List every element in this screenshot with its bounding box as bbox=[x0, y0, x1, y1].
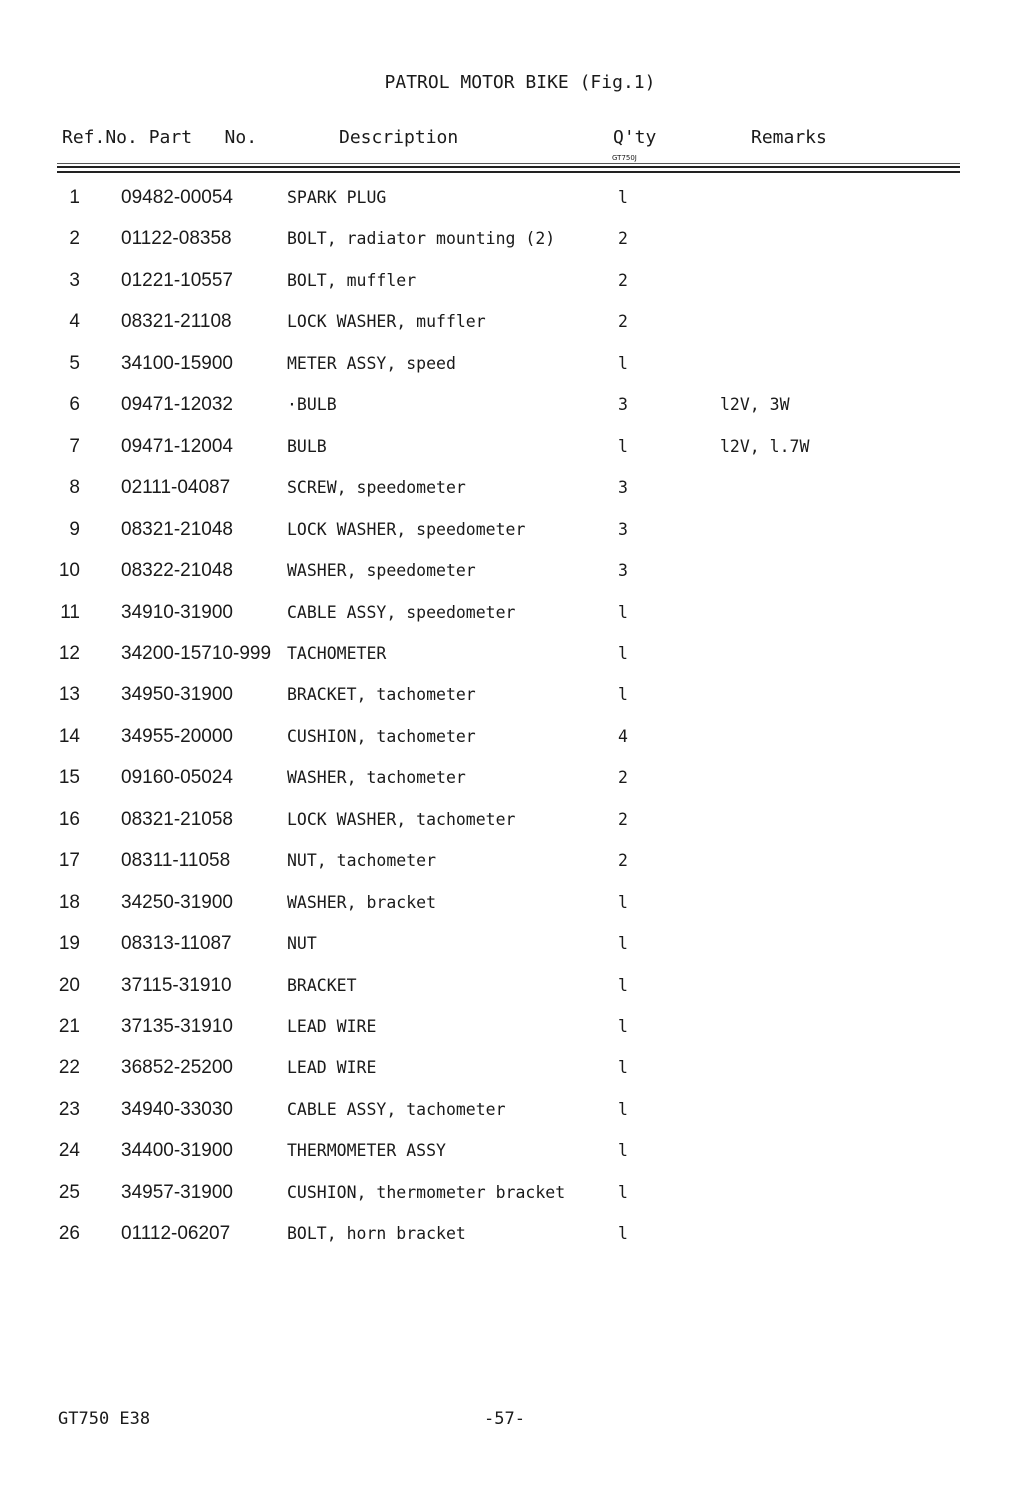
ref-number: 11 bbox=[60, 602, 80, 623]
ref-number: 1 bbox=[69, 187, 80, 208]
quantity: l bbox=[618, 1141, 628, 1160]
table-row bbox=[0, 726, 1024, 750]
ref-number: 20 bbox=[58, 975, 80, 996]
part-description: CUSHION, thermometer bracket bbox=[287, 1183, 566, 1202]
part-number: 34400-31900 bbox=[121, 1140, 233, 1161]
part-number: 08321-21058 bbox=[121, 809, 233, 830]
part-description: LEAD WIRE bbox=[287, 1058, 377, 1077]
part-number: 01112-06207 bbox=[121, 1223, 231, 1244]
quantity: l bbox=[618, 644, 628, 663]
part-number: 08321-21048 bbox=[121, 519, 233, 540]
part-description: WASHER, bracket bbox=[287, 893, 437, 912]
quantity: l bbox=[618, 1100, 628, 1119]
table-row bbox=[0, 809, 1024, 833]
quantity: 3 bbox=[618, 478, 628, 497]
part-number: 37115-31910 bbox=[121, 975, 232, 996]
quantity: 3 bbox=[618, 395, 628, 414]
part-description: BOLT, horn bracket bbox=[287, 1224, 466, 1243]
part-number: 34955-20000 bbox=[121, 726, 233, 747]
ref-number: 16 bbox=[58, 809, 80, 830]
ref-number: 19 bbox=[58, 933, 80, 954]
part-description: SPARK PLUG bbox=[287, 188, 387, 207]
part-number: 36852-25200 bbox=[121, 1057, 233, 1078]
header-rule-top bbox=[57, 166, 960, 168]
quantity: l bbox=[618, 1183, 628, 1202]
ref-number: 26 bbox=[58, 1223, 80, 1244]
ref-number: 25 bbox=[58, 1182, 80, 1203]
ref-number: 8 bbox=[69, 477, 80, 498]
part-number: 08311-11058 bbox=[121, 850, 231, 871]
quantity: 3 bbox=[618, 520, 628, 539]
table-row bbox=[0, 975, 1024, 999]
part-description: SCREW, speedometer bbox=[287, 478, 466, 497]
table-row bbox=[0, 684, 1024, 708]
part-description: BRACKET, tachometer bbox=[287, 685, 476, 704]
header-rule-thin bbox=[57, 163, 960, 164]
part-description: TACHOMETER bbox=[287, 644, 387, 663]
ref-number: 14 bbox=[58, 726, 80, 747]
table-row bbox=[0, 1223, 1024, 1247]
quantity: 4 bbox=[618, 727, 628, 746]
part-description: BOLT, radiator mounting (2) bbox=[287, 229, 556, 248]
part-description: METER ASSY, speed bbox=[287, 354, 456, 373]
quantity: 2 bbox=[618, 810, 628, 829]
table-row bbox=[0, 228, 1024, 252]
quantity: l bbox=[618, 976, 628, 995]
part-number: 08322-21048 bbox=[121, 560, 233, 581]
ref-number: 12 bbox=[58, 643, 80, 664]
part-description: CABLE ASSY, speedometer bbox=[287, 603, 516, 622]
quantity: 2 bbox=[618, 271, 628, 290]
quantity: l bbox=[618, 437, 628, 456]
part-number: 34100-15900 bbox=[121, 353, 233, 374]
quantity: l bbox=[618, 1224, 628, 1243]
footer-model-code: GT750 E38 bbox=[58, 1409, 151, 1429]
part-number: 02111-04087 bbox=[121, 477, 231, 498]
header-description: Description bbox=[339, 127, 459, 148]
table-row bbox=[0, 933, 1024, 957]
part-description: LOCK WASHER, muffler bbox=[287, 312, 486, 331]
part-number: 08321-21108 bbox=[121, 311, 232, 332]
part-number: 34940-33030 bbox=[121, 1099, 233, 1120]
part-description: BOLT, muffler bbox=[287, 271, 417, 290]
page-title: PATROL MOTOR BIKE (Fig.1) bbox=[384, 72, 656, 93]
part-description: BRACKET bbox=[287, 976, 357, 995]
part-description: LOCK WASHER, tachometer bbox=[287, 810, 516, 829]
ref-number: 5 bbox=[69, 353, 80, 374]
quantity: l bbox=[618, 685, 628, 704]
table-row bbox=[0, 311, 1024, 335]
part-number: 34910-31900 bbox=[121, 602, 233, 623]
quantity: l bbox=[618, 1058, 628, 1077]
table-row bbox=[0, 643, 1024, 667]
part-description: ·BULB bbox=[287, 395, 337, 414]
page-number: -57- bbox=[484, 1409, 525, 1429]
quantity: 2 bbox=[618, 851, 628, 870]
header-qty: Q'ty bbox=[613, 127, 657, 148]
ref-number: 2 bbox=[69, 228, 80, 249]
part-number: 09482-00054 bbox=[121, 187, 233, 208]
ref-number: 9 bbox=[69, 519, 80, 540]
part-description: THERMOMETER ASSY bbox=[287, 1141, 446, 1160]
table-row bbox=[0, 892, 1024, 916]
ref-number: 10 bbox=[58, 560, 80, 581]
part-description: WASHER, tachometer bbox=[287, 768, 466, 787]
ref-number: 24 bbox=[58, 1140, 80, 1161]
part-number: 01221-10557 bbox=[121, 270, 233, 291]
ref-number: 22 bbox=[58, 1057, 80, 1078]
part-number: 09471-12004 bbox=[121, 436, 233, 457]
table-row bbox=[0, 1099, 1024, 1123]
ref-number: 3 bbox=[69, 270, 80, 291]
quantity: l bbox=[618, 934, 628, 953]
quantity: 2 bbox=[618, 312, 628, 331]
part-description: LEAD WIRE bbox=[287, 1017, 377, 1036]
table-row bbox=[0, 477, 1024, 501]
part-number: 09160-05024 bbox=[121, 767, 233, 788]
table-row bbox=[0, 187, 1024, 211]
part-description: NUT, tachometer bbox=[287, 851, 437, 870]
table-row bbox=[0, 1016, 1024, 1040]
ref-number: 17 bbox=[58, 850, 80, 871]
part-number: 08313-11087 bbox=[121, 933, 232, 954]
ref-number: 13 bbox=[58, 684, 80, 705]
part-number: 01122-08358 bbox=[121, 228, 232, 249]
part-description: WASHER, speedometer bbox=[287, 561, 476, 580]
part-number: 34950-31900 bbox=[121, 684, 233, 705]
ref-number: 18 bbox=[58, 892, 80, 913]
quantity: l bbox=[618, 603, 628, 622]
header-remarks: Remarks bbox=[751, 127, 827, 148]
ref-number: 15 bbox=[58, 767, 80, 788]
ref-number: 7 bbox=[69, 436, 80, 457]
quantity: 3 bbox=[618, 561, 628, 580]
header-ref-part-no: Ref.No. Part No. bbox=[62, 127, 258, 148]
quantity: l bbox=[618, 188, 628, 207]
table-row bbox=[0, 1140, 1024, 1164]
table-row bbox=[0, 519, 1024, 543]
table-row bbox=[0, 270, 1024, 294]
header-rule-bottom bbox=[57, 171, 960, 173]
part-number: 34957-31900 bbox=[121, 1182, 233, 1203]
table-row bbox=[0, 394, 1024, 418]
quantity: l bbox=[618, 893, 628, 912]
table-row bbox=[0, 1182, 1024, 1206]
table-row bbox=[0, 353, 1024, 377]
part-description: BULB bbox=[287, 437, 327, 456]
remarks: l2V, l.7W bbox=[720, 437, 810, 456]
ref-number: 4 bbox=[69, 311, 80, 332]
ref-number: 21 bbox=[58, 1016, 80, 1037]
quantity: l bbox=[618, 1017, 628, 1036]
part-description: LOCK WASHER, speedometer bbox=[287, 520, 526, 539]
remarks: l2V, 3W bbox=[720, 395, 790, 414]
part-number: 09471-12032 bbox=[121, 394, 233, 415]
part-number: 34250-31900 bbox=[121, 892, 233, 913]
quantity: 2 bbox=[618, 768, 628, 787]
table-row bbox=[0, 1057, 1024, 1081]
part-description: NUT bbox=[287, 934, 317, 953]
quantity: l bbox=[618, 354, 628, 373]
ref-number: 6 bbox=[69, 394, 80, 415]
table-row bbox=[0, 602, 1024, 626]
part-description: CABLE ASSY, tachometer bbox=[287, 1100, 506, 1119]
ref-number: 23 bbox=[58, 1099, 80, 1120]
table-row bbox=[0, 767, 1024, 791]
header-qty-model: GT750J bbox=[612, 154, 637, 162]
part-description: CUSHION, tachometer bbox=[287, 727, 476, 746]
table-row bbox=[0, 560, 1024, 584]
table-row bbox=[0, 850, 1024, 874]
table-row bbox=[0, 436, 1024, 460]
part-number: 34200-15710-999 bbox=[121, 643, 272, 664]
part-number: 37135-31910 bbox=[121, 1016, 233, 1037]
quantity: 2 bbox=[618, 229, 628, 248]
